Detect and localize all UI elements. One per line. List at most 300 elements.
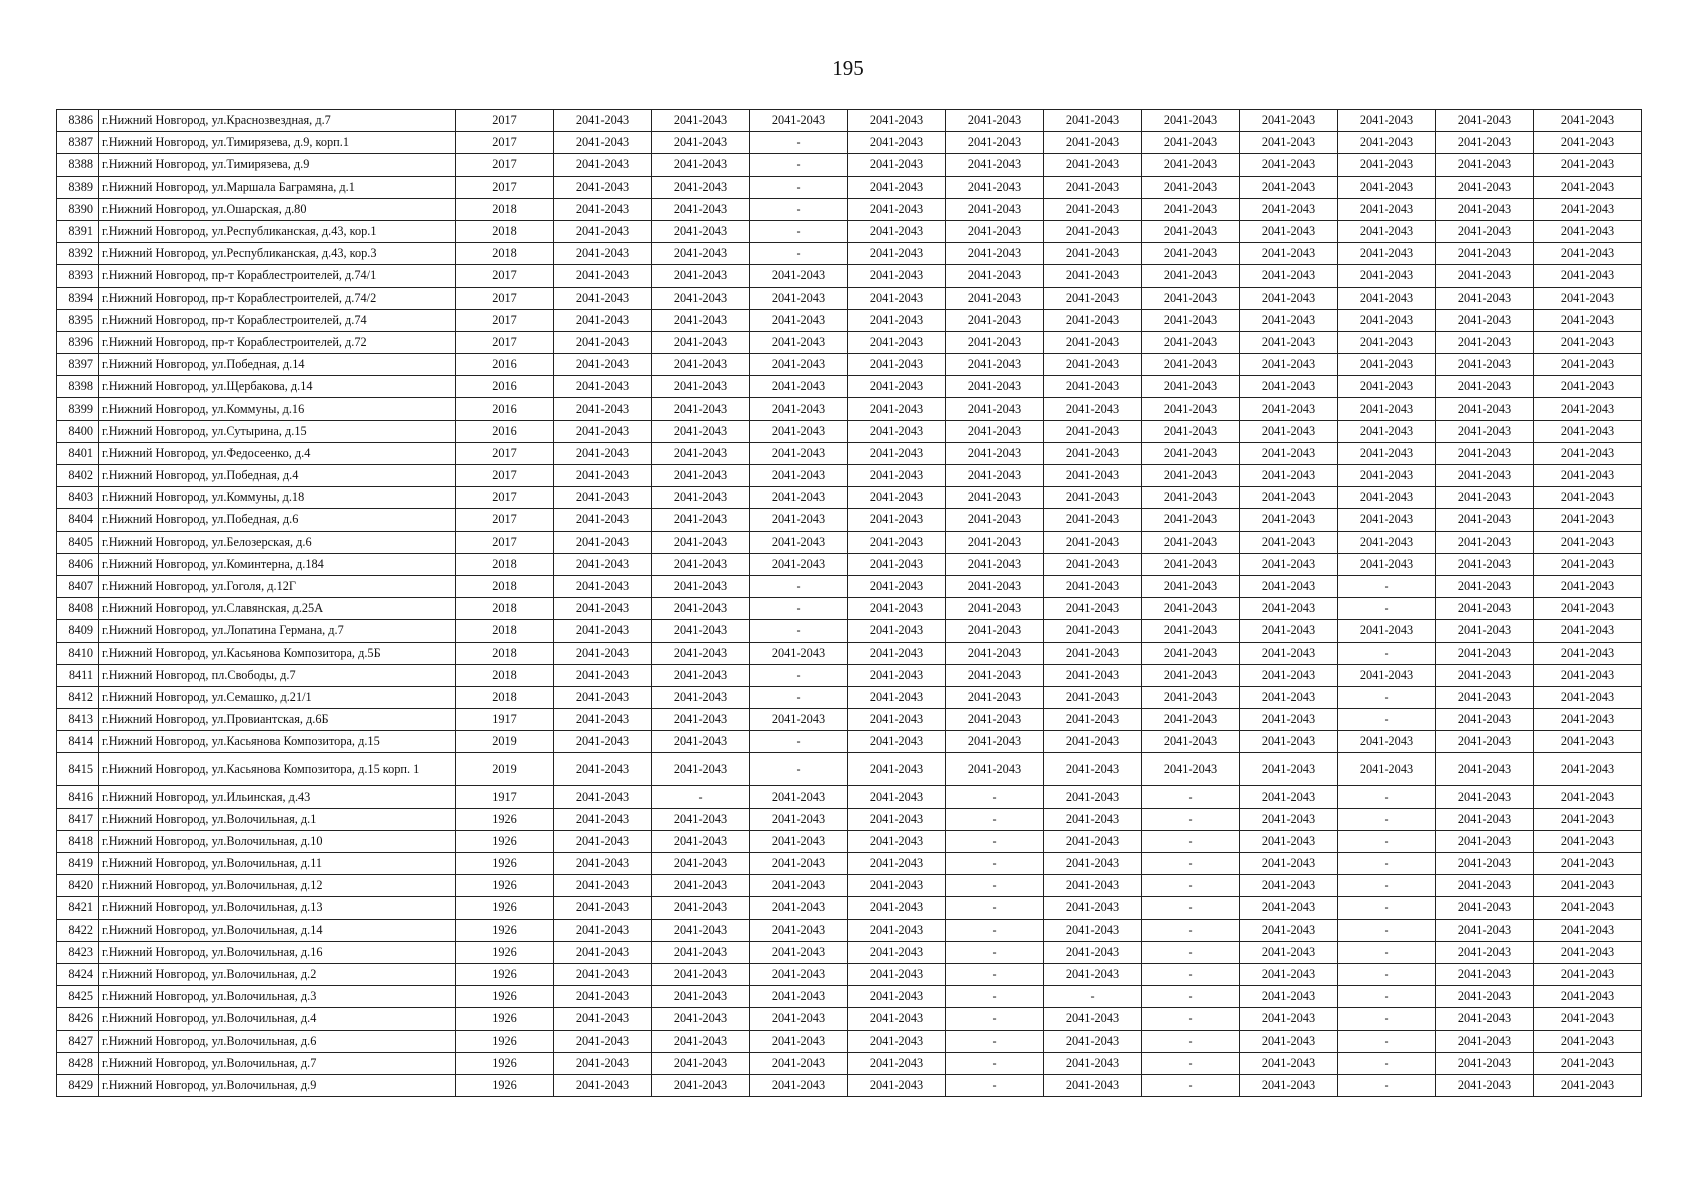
period-cell: 2041-2043	[652, 132, 750, 154]
year-cell: 1926	[456, 986, 554, 1008]
period-cell: 2041-2043	[1436, 709, 1534, 731]
period-cell: 2041-2043	[1534, 664, 1642, 686]
table-row	[57, 620, 1642, 642]
row-number-cell: 8424	[57, 963, 99, 985]
table-row	[57, 1008, 1642, 1030]
row-number-cell: 8395	[57, 309, 99, 331]
period-cell: 2041-2043	[1338, 442, 1436, 464]
period-cell: 2041-2043	[554, 154, 652, 176]
period-cell: 2041-2043	[1534, 243, 1642, 265]
period-cell: 2041-2043	[1240, 620, 1338, 642]
year-cell: 1926	[456, 1074, 554, 1096]
table-row	[57, 1030, 1642, 1052]
period-cell: 2041-2043	[1044, 154, 1142, 176]
row-number-cell: 8420	[57, 875, 99, 897]
period-cell: 2041-2043	[1044, 509, 1142, 531]
period-cell: 2041-2043	[1436, 487, 1534, 509]
period-cell: 2041-2043	[1240, 986, 1338, 1008]
row-number-cell: 8427	[57, 1030, 99, 1052]
period-cell: 2041-2043	[1436, 110, 1534, 132]
year-cell: 2017	[456, 265, 554, 287]
period-cell: 2041-2043	[1534, 1052, 1642, 1074]
address-cell: г.Нижний Новгород, ул.Семашко, д.21/1	[99, 686, 456, 708]
period-cell: -	[1338, 709, 1436, 731]
period-cell: 2041-2043	[554, 853, 652, 875]
period-cell: 2041-2043	[750, 1074, 848, 1096]
period-cell: 2041-2043	[554, 376, 652, 398]
period-cell: 2041-2043	[750, 509, 848, 531]
period-cell: 2041-2043	[554, 642, 652, 664]
period-cell: 2041-2043	[946, 110, 1044, 132]
period-cell: 2041-2043	[554, 331, 652, 353]
year-cell: 2018	[456, 642, 554, 664]
period-cell: 2041-2043	[554, 198, 652, 220]
period-cell: 2041-2043	[1240, 132, 1338, 154]
period-cell: 2041-2043	[1436, 830, 1534, 852]
period-cell: 2041-2043	[848, 686, 946, 708]
period-cell: 2041-2043	[1240, 265, 1338, 287]
period-cell: -	[1142, 1074, 1240, 1096]
period-cell: 2041-2043	[554, 287, 652, 309]
period-cell: 2041-2043	[1338, 553, 1436, 575]
period-cell: 2041-2043	[848, 853, 946, 875]
period-cell: 2041-2043	[652, 487, 750, 509]
address-cell: г.Нижний Новгород, ул.Волочильная, д.11	[99, 853, 456, 875]
period-cell: -	[946, 786, 1044, 808]
period-cell: 2041-2043	[1142, 176, 1240, 198]
period-cell: 2041-2043	[750, 1030, 848, 1052]
period-cell: 2041-2043	[1240, 575, 1338, 597]
period-cell: 2041-2043	[1436, 853, 1534, 875]
period-cell: -	[750, 598, 848, 620]
period-cell: 2041-2043	[1534, 986, 1642, 1008]
row-number-cell: 8387	[57, 132, 99, 154]
period-cell: -	[1142, 853, 1240, 875]
row-number-cell: 8417	[57, 808, 99, 830]
address-cell: г.Нижний Новгород, ул.Касьянова Композитора, д.15 корп. 1	[99, 753, 456, 786]
period-cell: 2041-2043	[554, 1052, 652, 1074]
period-cell: 2041-2043	[1338, 487, 1436, 509]
period-cell: 2041-2043	[946, 309, 1044, 331]
period-cell: 2041-2043	[848, 1030, 946, 1052]
period-cell: 2041-2043	[652, 830, 750, 852]
period-cell: 2041-2043	[848, 487, 946, 509]
period-cell: 2041-2043	[946, 686, 1044, 708]
period-cell: 2041-2043	[1436, 786, 1534, 808]
address-cell: г.Нижний Новгород, пр-т Кораблестроителей, д.74/1	[99, 265, 456, 287]
period-cell: 2041-2043	[1142, 110, 1240, 132]
period-cell: 2041-2043	[1534, 553, 1642, 575]
period-cell: 2041-2043	[750, 553, 848, 575]
period-cell: 2041-2043	[1534, 309, 1642, 331]
period-cell: 2041-2043	[1240, 442, 1338, 464]
period-cell: 2041-2043	[554, 686, 652, 708]
period-cell: 2041-2043	[652, 265, 750, 287]
period-cell: 2041-2043	[946, 753, 1044, 786]
period-cell: 2041-2043	[848, 1052, 946, 1074]
period-cell: 2041-2043	[946, 509, 1044, 531]
period-cell: 2041-2043	[554, 354, 652, 376]
period-cell: 2041-2043	[1338, 753, 1436, 786]
period-cell: 2041-2043	[652, 465, 750, 487]
period-cell: 2041-2043	[1142, 575, 1240, 597]
period-cell: -	[946, 897, 1044, 919]
address-cell: г.Нижний Новгород, ул.Волочильная, д.3	[99, 986, 456, 1008]
row-number-cell: 8415	[57, 753, 99, 786]
table-row	[57, 465, 1642, 487]
period-cell: 2041-2043	[946, 287, 1044, 309]
period-cell: 2041-2043	[1142, 287, 1240, 309]
row-number-cell: 8428	[57, 1052, 99, 1074]
period-cell: 2041-2043	[554, 132, 652, 154]
period-cell: 2041-2043	[652, 442, 750, 464]
period-cell: -	[946, 1074, 1044, 1096]
address-cell: г.Нижний Новгород, ул.Тимирязева, д.9, корп.1	[99, 132, 456, 154]
table-row	[57, 132, 1642, 154]
year-cell: 2017	[456, 509, 554, 531]
period-cell: 2041-2043	[1044, 265, 1142, 287]
year-cell: 1926	[456, 1030, 554, 1052]
period-cell: 2041-2043	[1044, 220, 1142, 242]
period-cell: 2041-2043	[1044, 963, 1142, 985]
period-cell: 2041-2043	[652, 154, 750, 176]
period-cell: 2041-2043	[750, 897, 848, 919]
table-row	[57, 376, 1642, 398]
period-cell: 2041-2043	[848, 243, 946, 265]
period-cell: 2041-2043	[1240, 376, 1338, 398]
period-cell: 2041-2043	[652, 376, 750, 398]
period-cell: 2041-2043	[1240, 553, 1338, 575]
period-cell: -	[1338, 1008, 1436, 1030]
period-cell: 2041-2043	[848, 265, 946, 287]
period-cell: 2041-2043	[946, 731, 1044, 753]
period-cell: 2041-2043	[946, 442, 1044, 464]
period-cell: 2041-2043	[1142, 354, 1240, 376]
year-cell: 1926	[456, 808, 554, 830]
row-number-cell: 8414	[57, 731, 99, 753]
address-cell: г.Нижний Новгород, ул.Коминтерна, д.184	[99, 553, 456, 575]
period-cell: 2041-2043	[750, 398, 848, 420]
period-cell: 2041-2043	[1044, 287, 1142, 309]
table-row	[57, 154, 1642, 176]
period-cell: 2041-2043	[1044, 853, 1142, 875]
period-cell: 2041-2043	[1534, 354, 1642, 376]
address-cell: г.Нижний Новгород, ул.Волочильная, д.2	[99, 963, 456, 985]
period-cell: 2041-2043	[554, 830, 652, 852]
period-cell: -	[750, 198, 848, 220]
period-cell: 2041-2043	[750, 331, 848, 353]
period-cell: 2041-2043	[848, 354, 946, 376]
period-cell: 2041-2043	[1338, 220, 1436, 242]
row-number-cell: 8422	[57, 919, 99, 941]
table-row	[57, 941, 1642, 963]
row-number-cell: 8416	[57, 786, 99, 808]
period-cell: 2041-2043	[848, 309, 946, 331]
period-cell: 2041-2043	[750, 376, 848, 398]
period-cell: 2041-2043	[1338, 154, 1436, 176]
row-number-cell: 8400	[57, 420, 99, 442]
period-cell: 2041-2043	[946, 642, 1044, 664]
period-cell: 2041-2043	[652, 110, 750, 132]
year-cell: 2018	[456, 243, 554, 265]
period-cell: -	[1142, 786, 1240, 808]
period-cell: 2041-2043	[848, 963, 946, 985]
address-cell: г.Нижний Новгород, ул.Коммуны, д.18	[99, 487, 456, 509]
period-cell: 2041-2043	[946, 575, 1044, 597]
period-cell: 2041-2043	[750, 786, 848, 808]
row-number-cell: 8419	[57, 853, 99, 875]
period-cell: 2041-2043	[1240, 853, 1338, 875]
address-cell: г.Нижний Новгород, ул.Провиантская, д.6Б	[99, 709, 456, 731]
period-cell: 2041-2043	[1534, 1008, 1642, 1030]
period-cell: 2041-2043	[848, 786, 946, 808]
period-cell: 2041-2043	[946, 487, 1044, 509]
period-cell: 2041-2043	[848, 420, 946, 442]
period-cell: 2041-2043	[1044, 309, 1142, 331]
period-cell: -	[750, 664, 848, 686]
period-cell: 2041-2043	[1044, 376, 1142, 398]
period-cell: 2041-2043	[554, 664, 652, 686]
period-cell: 2041-2043	[946, 709, 1044, 731]
period-cell: 2041-2043	[1534, 1074, 1642, 1096]
period-cell: 2041-2043	[1338, 309, 1436, 331]
period-cell: 2041-2043	[1338, 198, 1436, 220]
year-cell: 2017	[456, 154, 554, 176]
period-cell: 2041-2043	[750, 265, 848, 287]
period-cell: 2041-2043	[1142, 154, 1240, 176]
period-cell: 2041-2043	[1044, 1030, 1142, 1052]
table-row	[57, 664, 1642, 686]
period-cell: -	[1338, 786, 1436, 808]
period-cell: 2041-2043	[1338, 331, 1436, 353]
address-cell: г.Нижний Новгород, ул.Касьянова Композитора, д.5Б	[99, 642, 456, 664]
period-cell: 2041-2043	[1044, 176, 1142, 198]
address-cell: г.Нижний Новгород, ул.Волочильная, д.9	[99, 1074, 456, 1096]
period-cell: 2041-2043	[1240, 808, 1338, 830]
row-number-cell: 8405	[57, 531, 99, 553]
period-cell: 2041-2043	[1142, 220, 1240, 242]
period-cell: 2041-2043	[946, 132, 1044, 154]
period-cell: 2041-2043	[554, 398, 652, 420]
period-cell: 2041-2043	[946, 243, 1044, 265]
table-row	[57, 309, 1642, 331]
period-cell: 2041-2043	[848, 398, 946, 420]
year-cell: 2017	[456, 465, 554, 487]
period-cell: 2041-2043	[652, 919, 750, 941]
period-cell: 2041-2043	[1338, 509, 1436, 531]
period-cell: 2041-2043	[1142, 198, 1240, 220]
period-cell: 2041-2043	[652, 753, 750, 786]
period-cell: 2041-2043	[1240, 897, 1338, 919]
period-cell: -	[946, 919, 1044, 941]
period-cell: 2041-2043	[1142, 132, 1240, 154]
period-cell: 2041-2043	[554, 420, 652, 442]
period-cell: 2041-2043	[1240, 509, 1338, 531]
period-cell: 2041-2043	[554, 1030, 652, 1052]
period-cell: 2041-2043	[1338, 243, 1436, 265]
period-cell: 2041-2043	[1534, 132, 1642, 154]
period-cell: 2041-2043	[848, 731, 946, 753]
address-cell: г.Нижний Новгород, ул.Победная, д.14	[99, 354, 456, 376]
period-cell: 2041-2043	[1142, 420, 1240, 442]
period-cell: 2041-2043	[1142, 709, 1240, 731]
period-cell: 2041-2043	[1436, 664, 1534, 686]
period-cell: 2041-2043	[1240, 642, 1338, 664]
address-cell: г.Нижний Новгород, ул.Победная, д.6	[99, 509, 456, 531]
period-cell: 2041-2043	[1142, 442, 1240, 464]
period-cell: 2041-2043	[750, 354, 848, 376]
period-cell: 2041-2043	[1240, 941, 1338, 963]
period-cell: 2041-2043	[1044, 110, 1142, 132]
period-cell: 2041-2043	[1534, 786, 1642, 808]
period-cell: 2041-2043	[848, 875, 946, 897]
year-cell: 2017	[456, 176, 554, 198]
year-cell: 2017	[456, 287, 554, 309]
period-cell: 2041-2043	[1338, 420, 1436, 442]
period-cell: -	[1142, 963, 1240, 985]
period-cell: 2041-2043	[1436, 986, 1534, 1008]
period-cell: 2041-2043	[946, 354, 1044, 376]
period-cell: 2041-2043	[1338, 265, 1436, 287]
period-cell: 2041-2043	[1534, 620, 1642, 642]
period-cell: 2041-2043	[1044, 753, 1142, 786]
period-cell: 2041-2043	[1534, 220, 1642, 242]
period-cell: 2041-2043	[1436, 875, 1534, 897]
address-cell: г.Нижний Новгород, ул.Волочильная, д.14	[99, 919, 456, 941]
period-cell: 2041-2043	[652, 531, 750, 553]
period-cell: 2041-2043	[848, 830, 946, 852]
year-cell: 2019	[456, 753, 554, 786]
period-cell: 2041-2043	[1044, 465, 1142, 487]
period-cell: 2041-2043	[946, 154, 1044, 176]
period-cell: 2041-2043	[1534, 176, 1642, 198]
period-cell: 2041-2043	[652, 875, 750, 897]
period-cell: 2041-2043	[652, 598, 750, 620]
period-cell: 2041-2043	[750, 963, 848, 985]
period-cell: 2041-2043	[554, 176, 652, 198]
period-cell: 2041-2043	[1534, 575, 1642, 597]
period-cell: -	[1338, 1052, 1436, 1074]
table-row	[57, 598, 1642, 620]
period-cell: 2041-2043	[652, 287, 750, 309]
period-cell: -	[1142, 897, 1240, 919]
period-cell: 2041-2043	[848, 598, 946, 620]
period-cell: 2041-2043	[848, 287, 946, 309]
period-cell: 2041-2043	[1436, 465, 1534, 487]
period-cell: 2041-2043	[652, 243, 750, 265]
repair-schedule-table	[56, 109, 1642, 1097]
row-number-cell: 8401	[57, 442, 99, 464]
period-cell: -	[750, 731, 848, 753]
period-cell: 2041-2043	[848, 331, 946, 353]
address-cell: г.Нижний Новгород, ул.Щербакова, д.14	[99, 376, 456, 398]
address-cell: г.Нижний Новгород, пр-т Кораблестроителей, д.74	[99, 309, 456, 331]
period-cell: 2041-2043	[1044, 686, 1142, 708]
period-cell: -	[946, 1052, 1044, 1074]
period-cell: 2041-2043	[1338, 376, 1436, 398]
period-cell: 2041-2043	[848, 176, 946, 198]
page-number: 195	[832, 56, 864, 80]
period-cell: 2041-2043	[554, 986, 652, 1008]
period-cell: 2041-2043	[652, 1052, 750, 1074]
table-row	[57, 642, 1642, 664]
period-cell: 2041-2043	[750, 986, 848, 1008]
period-cell: 2041-2043	[1142, 664, 1240, 686]
period-cell: 2041-2043	[1436, 154, 1534, 176]
period-cell: 2041-2043	[1436, 808, 1534, 830]
address-cell: г.Нижний Новгород, пл.Свободы, д.7	[99, 664, 456, 686]
period-cell: 2041-2043	[1534, 287, 1642, 309]
period-cell: 2041-2043	[1142, 243, 1240, 265]
row-number-cell: 8404	[57, 509, 99, 531]
period-cell: 2041-2043	[554, 598, 652, 620]
row-number-cell: 8423	[57, 941, 99, 963]
year-cell: 2018	[456, 198, 554, 220]
period-cell: 2041-2043	[1142, 487, 1240, 509]
period-cell: 2041-2043	[1436, 598, 1534, 620]
period-cell: 2041-2043	[1436, 686, 1534, 708]
year-cell: 2018	[456, 598, 554, 620]
address-cell: г.Нижний Новгород, ул.Волочильная, д.6	[99, 1030, 456, 1052]
period-cell: 2041-2043	[1240, 731, 1338, 753]
period-cell: 2041-2043	[1044, 331, 1142, 353]
period-cell: 2041-2043	[1338, 110, 1436, 132]
table-row	[57, 243, 1642, 265]
year-cell: 2017	[456, 132, 554, 154]
period-cell: 2041-2043	[652, 220, 750, 242]
period-cell: -	[1338, 1074, 1436, 1096]
period-cell: 2041-2043	[1240, 875, 1338, 897]
period-cell: 2041-2043	[750, 853, 848, 875]
address-cell: г.Нижний Новгород, ул.Волочильная, д.7	[99, 1052, 456, 1074]
period-cell: 2041-2043	[848, 986, 946, 1008]
row-number-cell: 8411	[57, 664, 99, 686]
year-cell: 2018	[456, 664, 554, 686]
period-cell: 2041-2043	[554, 941, 652, 963]
period-cell: -	[1142, 808, 1240, 830]
address-cell: г.Нижний Новгород, ул.Волочильная, д.4	[99, 1008, 456, 1030]
period-cell: 2041-2043	[1240, 686, 1338, 708]
period-cell: 2041-2043	[1436, 897, 1534, 919]
address-cell: г.Нижний Новгород, ул.Коммуны, д.16	[99, 398, 456, 420]
period-cell: 2041-2043	[554, 1008, 652, 1030]
period-cell: -	[946, 808, 1044, 830]
row-number-cell: 8429	[57, 1074, 99, 1096]
period-cell: 2041-2043	[848, 376, 946, 398]
period-cell: -	[946, 1030, 1044, 1052]
period-cell: -	[750, 753, 848, 786]
period-cell: 2041-2043	[1142, 620, 1240, 642]
period-cell: 2041-2043	[1436, 243, 1534, 265]
row-number-cell: 8399	[57, 398, 99, 420]
table-row	[57, 1074, 1642, 1096]
table-row	[57, 786, 1642, 808]
period-cell: 2041-2043	[1534, 919, 1642, 941]
period-cell: 2041-2043	[1044, 620, 1142, 642]
period-cell: 2041-2043	[554, 309, 652, 331]
schedule-table-container	[56, 109, 1641, 1097]
period-cell: 2041-2043	[652, 709, 750, 731]
period-cell: 2041-2043	[1534, 110, 1642, 132]
year-cell: 2016	[456, 354, 554, 376]
address-cell: г.Нижний Новгород, ул.Победная, д.4	[99, 465, 456, 487]
period-cell: 2041-2043	[848, 919, 946, 941]
period-cell: 2041-2043	[946, 598, 1044, 620]
period-cell: 2041-2043	[1338, 531, 1436, 553]
period-cell: 2041-2043	[848, 709, 946, 731]
period-cell: 2041-2043	[652, 354, 750, 376]
year-cell: 2018	[456, 220, 554, 242]
